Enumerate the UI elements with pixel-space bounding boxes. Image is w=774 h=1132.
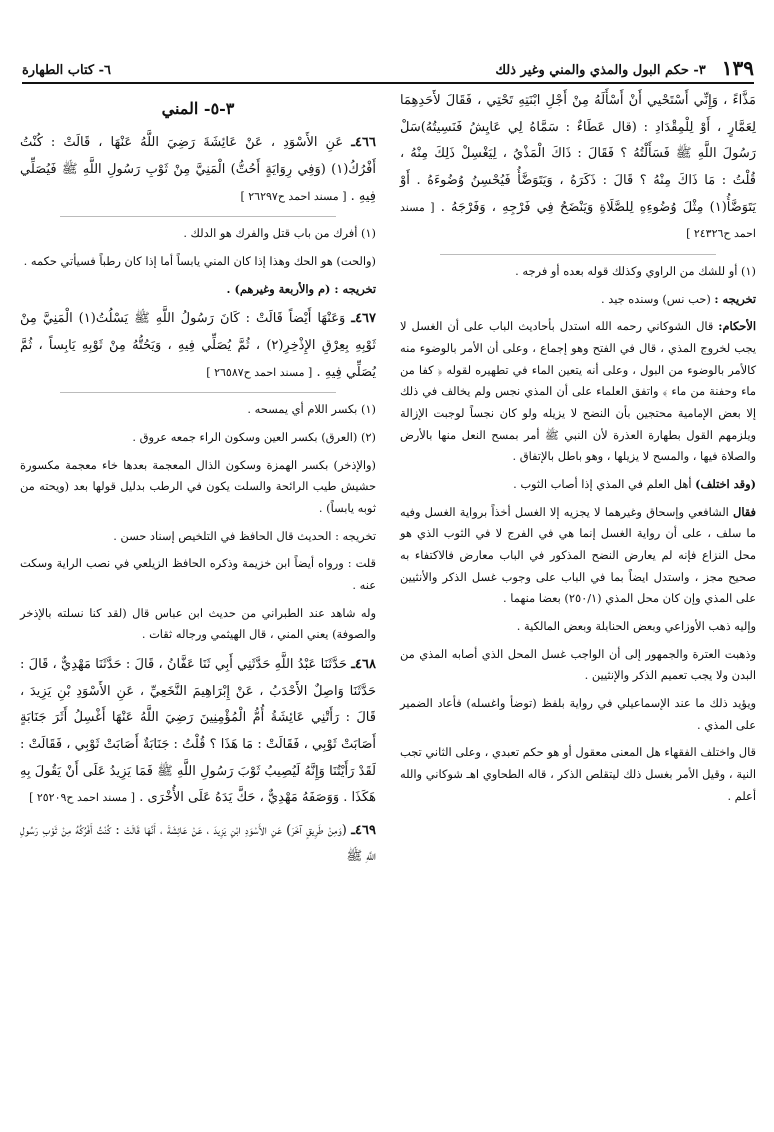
page-header xyxy=(22,52,754,84)
ahkam-text: قال الشوكاني رحمه الله استدل بأحاديث الباب على أن الغسل لا يجب لخروج المذي ، قال في الفتح وهو إجماع ، وعلى أن الأمر بالوضوء منه كالأمر بالوضوء من البول ، وعلى أنه يتعين الماء في تطهيره لقوله ﴿ كفا من ماء وحفنة من ماء ﴾ واتفق العلماء على أن المذي نجس ولم يخالف في ذلك إلا بعض الإمامية محتجين بأن النضح لا يزيله ولو كان نجساً لوجبت الإزالة ويلزمهم القول بطهارة العذرة لأن النبي ﷺ أمر بمسح النعل منها بالأرض والصلاة فيها ، والمسح لا يزيلها ، وهو باطل بالإتفاق . xyxy=(400,319,756,464)
takhrij-467: تخريجه : الحديث قال الحافظ في التلخيص إسناد حسن . xyxy=(113,528,376,543)
itra-paragraph: وذهبت العترة والجمهور إلى أن الواجب غسل المحل الذي أصابه المذي من البدن ولا يجب تعميم الذكر والإنثيين . xyxy=(400,646,756,683)
ismaili-paragraph: ويؤيد ذلك ما عند الإسماعيلي في رواية بلفظ (توضأ واغسله) فأعاد الضمير على المذي . xyxy=(400,695,756,732)
shafii-label: فقال xyxy=(733,504,757,519)
takhrij-label: تخريجه : xyxy=(714,291,756,306)
hadith-continued-text: مَذَّاءً ، وَإِنِّي أَسْتَحْيي أَنْ أَسْأَلَهُ مِنْ أَجْلِ ابْنَتِهِ تَحْتِي ، فَقَالَ لأَحَدِهِمَا لِعَمَّارٍ ، أَوْ لِلْمِقْدَادِ : (قال عَطَاءٌ : سَمَّاهُ لِي عَايِشُ فَنَسِيتُهُ)سَلْ رَسُولَ اللَّهِ ﷺ فَسَأَلْتُهُ ؟ فَقَالَ : ذَاكَ الْمَذْيُ ، لِيَغْسِلْ ذَلِكَ مِنْهُ ، قُلْتُ : مَا ذَاكَ مِنْهُ ؟ قَالَ : ذَكَرَهُ ، وَيَتَوَضَّأُ فَيُحْسِنُ وُضُوءَهُ . أَوْ يَتَوَضَّأُ(١) مِثْلَ وُضُوءِهِ لِلصَّلَاةِ وَيَنْضَحُ فِي فَرْجِهِ ، وَفَرْجَهُ . xyxy=(400,93,757,215)
page-number: ١٣٩ xyxy=(721,56,754,80)
right-column xyxy=(400,88,756,813)
footnote-466-2: (والحت) هو الحك وهذا إذا كان المني يابساً أما إذا كان رطباً فسيأتي حكمه . xyxy=(23,253,376,268)
hadith-continued xyxy=(400,88,756,248)
hadith-466 xyxy=(20,130,376,210)
fuqaha-paragraph: قال واختلف الفقهاء هل المعنى معقول أو هو حكم تعبدي ، وعلى الثاني تجب النية ، وقيل الأمر بغسل ذلك ليتقلص الذكر ، قاله الطحاوي اهـ شوكاني والله أعلم . xyxy=(400,745,756,803)
takhrij-text: (حب نس) وسنده جيد . xyxy=(600,291,711,306)
separator xyxy=(60,216,336,217)
chapter-running-head: ٣- حكم البول والمذي والمني وغير ذلك xyxy=(495,63,706,78)
hadith-continued-source: [ مسند احمد ح٢٤٣٢٦ ] xyxy=(400,200,756,241)
hadith-467-number: ٤٦٧ـ xyxy=(351,311,377,327)
hadith-466-number: ٤٦٦ـ xyxy=(351,135,376,151)
takhrij-466: تخريجه : (م والأربعة وغيرهم) . xyxy=(226,281,376,296)
footnote-467-3: (والإذخر) بكسر الهمزة وسكون الذال المعجمة بعدها خاء معجمة مكسورة حشيش طيب الرائحة والسلت يكون في الرطب بدليل قولها بعد (ويحته من ثوبه يابساً) . xyxy=(20,457,376,515)
book-running-head: ٦- كتاب الطهارة xyxy=(22,63,112,78)
hadith-468-number: ٤٦٨ـ xyxy=(351,656,376,672)
shahid-467: وله شاهد عند الطبراني من حديث ابن عباس قال (لقد كنا نسلته بالإذخر والصوفة) يعني المني ، قال الهيثمي ورجاله ثقات . xyxy=(20,605,376,642)
ahkam-paragraph xyxy=(400,316,756,468)
header-right xyxy=(495,56,754,82)
footnote-467-1: (١) بكسر اللام أي يمسحه . xyxy=(247,402,376,417)
footnote: (١) أو للشك من الراوي وكذلك قوله بعده أو فرجه . xyxy=(515,263,756,278)
hadith-466-text: عَنِ الأَسْوَدِ ، عَنْ عَائِشَةَ رَضِيَ اللَّهُ عَنْهَا ، قَالَتْ : كُنْتُ أَفْرُكُ(١) (وَفِي رِوَايَةٍ أَحُتُّ) الْمَنِيَّ مِنْ ثَوْبِ رَسُولِ اللَّهِ ﷺ فَيُصَلِّي فِيهِ . xyxy=(20,135,376,204)
hadith-467 xyxy=(20,306,376,386)
ikhtilaf-text: أهل العلم في المذي إذا أصاب الثوب . xyxy=(513,476,692,491)
separator xyxy=(440,254,716,255)
qultu-467: قلت : ورواه أيضاً ابن خزيمة وذكره الحافظ الزيلعي في نصب الراية وسكت عنه . xyxy=(20,556,376,592)
awzai-paragraph: وإليه ذهب الأوزاعي وبعض الحنابلة وبعض المالكية . xyxy=(516,618,756,633)
separator xyxy=(60,392,336,393)
hadith-469-text: (وَمِنْ طَرِيقٍ آخَرَ) عَنِ الأَسْوَدِ ابْنِ يَزِيدَ ، عَنْ عَائِشَةَ ، أَنَّهَا قَالَتْ : كُنْتُ أَفْرُكُهُ مِنْ ثَوْبِ رَسُولِ اللَّهِ ﷺ xyxy=(20,822,376,865)
hadith-469-number: ٤٦٩ـ xyxy=(351,822,376,838)
ikhtilaf-paragraph xyxy=(400,474,756,496)
ikhtilaf-label: (وقد اختلف) xyxy=(695,476,756,491)
footnote-467-2: (٢) (العرق) بكسر العين وسكون الراء جمعه عروق . xyxy=(132,429,376,444)
shafii-paragraph xyxy=(400,502,756,610)
hadith-468-text: حَدَّثَنَا عَبْدُ اللَّهِ حَدَّثَنِي أَبِي ثَنَا عَفَّانُ ، قَالَ : حَدَّثَنَا مَهْدِيٌّ ، قَالَ : حَدَّثَنَا وَاصِلٌ الأَحْدَبُ ، عَنْ إِبْرَاهِيمَ النَّخَعِيِّ ، عَنِ الأَسْوَدِ بْنِ يَزِيدَ ، قَالَ : رَأَتْنِي عَائِشَةُ أُمُّ الْمُؤْمِنِينَ رَضِيَ اللَّهُ عَنْهَا أَغْسِلُ أَثَرَ جَنَابَةٍ أَصَابَتْ ثَوْبِي ، فَقَالَتْ : مَا هَذَا ؟ قُلْتُ : جَنَابَةٌ أَصَابَتْ ثَوْبِي ، فَقَالَتْ : لَقَدْ رَأَيْتُنَا وَإِنَّهُ لَيُصِيبُ ثَوْبَ رَسُولِ اللَّهِ ﷺ فَمَا يَزِيدُ عَلَى أَنْ يَقُولَ بِهِ هَكَذَا . وَوَصَفَهُ مَهْدِيٌّ ، حَكَّ يَدَهُ عَلَى الأُخْرَى . xyxy=(20,656,376,806)
hadith-468-source: [ مسند احمد ح٢٥٢٠٩ ] xyxy=(29,791,136,805)
shafii-text: الشافعي وإسحاق وغيرهما لا يجزيه إلا الغسل أخذاً برواية الغسل وفيه ما سلف ، على أن رواية الغسل إنما هي في الفرج لا في الثوب الذي هو محل النزاع فإنه لم يعارض النضح المذكور في الباب معارض فالاكتفاء به صحيح مجز ، واستدل ايضاً بما في الباب على وجوب غسل الذكر والأنثيين على المذي وإن كان محل المذي (٢٥٠/١) بعضا منهما . xyxy=(400,504,756,606)
takhrij xyxy=(400,289,756,311)
hadith-467-source: [ مسند احمد ح٢٦٥٨٧ ] xyxy=(206,365,313,379)
section-title: ٣-٥- المني xyxy=(161,99,235,118)
left-column xyxy=(20,88,376,877)
hadith-469 xyxy=(20,818,376,871)
ahkam-label: الأحكام: xyxy=(718,319,757,334)
hadith-467-text: وَعَنْهَا أَيْضاً قَالَتْ : كَانَ رَسُولُ اللَّهِ ﷺ يَسْلُتُ(١) الْمَنِيَّ مِنْ ثَوْبِهِ بِعِرْقِ الإِذْخِرِ(٢) ، ثُمَّ يُصَلِّي فِيهِ ، وَيَحُتُّهُ مِنْ ثَوْبِهِ يَابِساً ، ثُمَّ يُصَلِّي فِيهِ . xyxy=(20,311,377,380)
footnote-466-1: (١) أفرك من باب قتل والفرك هو الدلك . xyxy=(183,226,376,241)
hadith-468 xyxy=(20,652,376,812)
hadith-466-source: [ مسند احمد ح٢٦٢٩٧ ] xyxy=(240,189,347,203)
